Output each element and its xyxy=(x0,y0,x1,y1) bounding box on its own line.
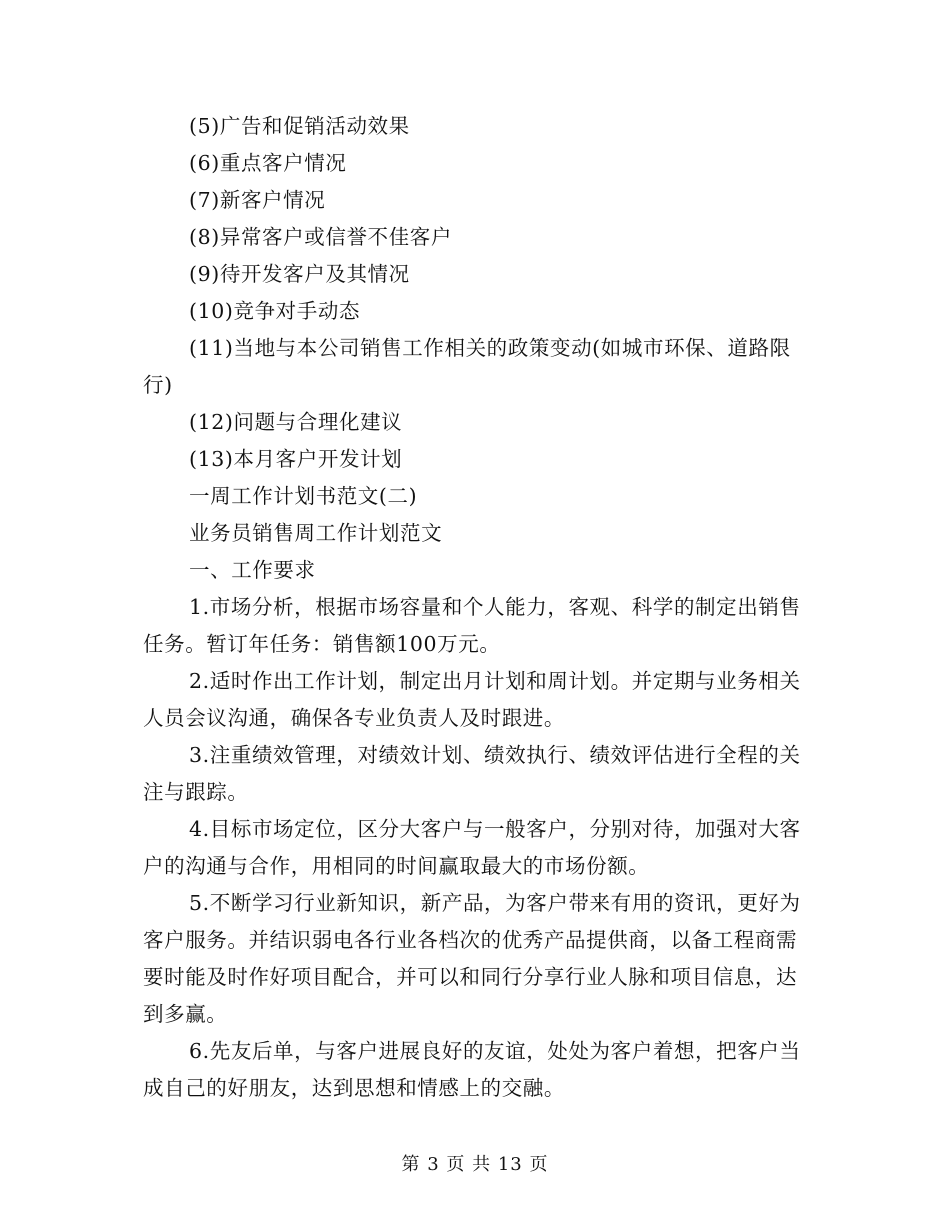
paragraph-item-13: (13)本月客户开发计划 xyxy=(189,447,403,471)
paragraph-item-5: (5)广告和促销活动效果 xyxy=(189,114,410,138)
paragraph-item-10: (10)竞争对手动态 xyxy=(189,299,361,323)
document-body xyxy=(143,108,807,1107)
section-heading: 一、工作要求 xyxy=(189,558,316,582)
paragraph-item-6: (6)重点客户情况 xyxy=(189,151,347,175)
requirement-paragraph-4: 4.目标市场定位，区分大客户与一般客户，分别对待，加强对大客户的沟通与合作，用相同的时间赢取最大的市场份额。 xyxy=(143,817,801,878)
requirement-paragraph-6: 6.先友后单，与客户进展良好的友谊，处处为客户着想，把客户当成自己的好朋友，达到思想和情感上的交融。 xyxy=(143,1039,801,1100)
paragraph-item-11: (11)当地与本公司销售工作相关的政策变动(如城市环保、道路限行) xyxy=(143,336,791,397)
page-footer: 第 3 页 共 13 页 xyxy=(401,1154,549,1175)
requirement-paragraph-2: 2.适时作出工作计划，制定出月计划和周计划。并定期与业务相关人员会议沟通，确保各专业负责人及时跟进。 xyxy=(143,669,801,730)
section-title: 一周工作计划书范文(二) xyxy=(189,484,418,508)
paragraph-item-8: (8)异常客户或信誉不佳客户 xyxy=(189,225,452,249)
requirement-paragraph-1: 1.市场分析，根据市场容量和个人能力，客观、科学的制定出销售任务。暂订年任务：销售额100万元。 xyxy=(143,595,801,656)
paragraph-item-7: (7)新客户情况 xyxy=(189,188,326,212)
document-subtitle: 业务员销售周工作计划范文 xyxy=(189,521,443,545)
paragraph-item-12: (12)问题与合理化建议 xyxy=(189,410,403,434)
requirement-paragraph-5: 5.不断学习行业新知识，新产品，为客户带来有用的资讯，更好为客户服务。并结识弱电各行业各档次的优秀产品提供商，以备工程商需要时能及时作好项目配合，并可以和同行分享行业人脉和项目信息，达到多赢。 xyxy=(143,891,801,1026)
requirement-paragraph-3: 3.注重绩效管理，对绩效计划、绩效执行、绩效评估进行全程的关注与跟踪。 xyxy=(143,743,801,804)
paragraph-item-9: (9)待开发客户及其情况 xyxy=(189,262,410,286)
